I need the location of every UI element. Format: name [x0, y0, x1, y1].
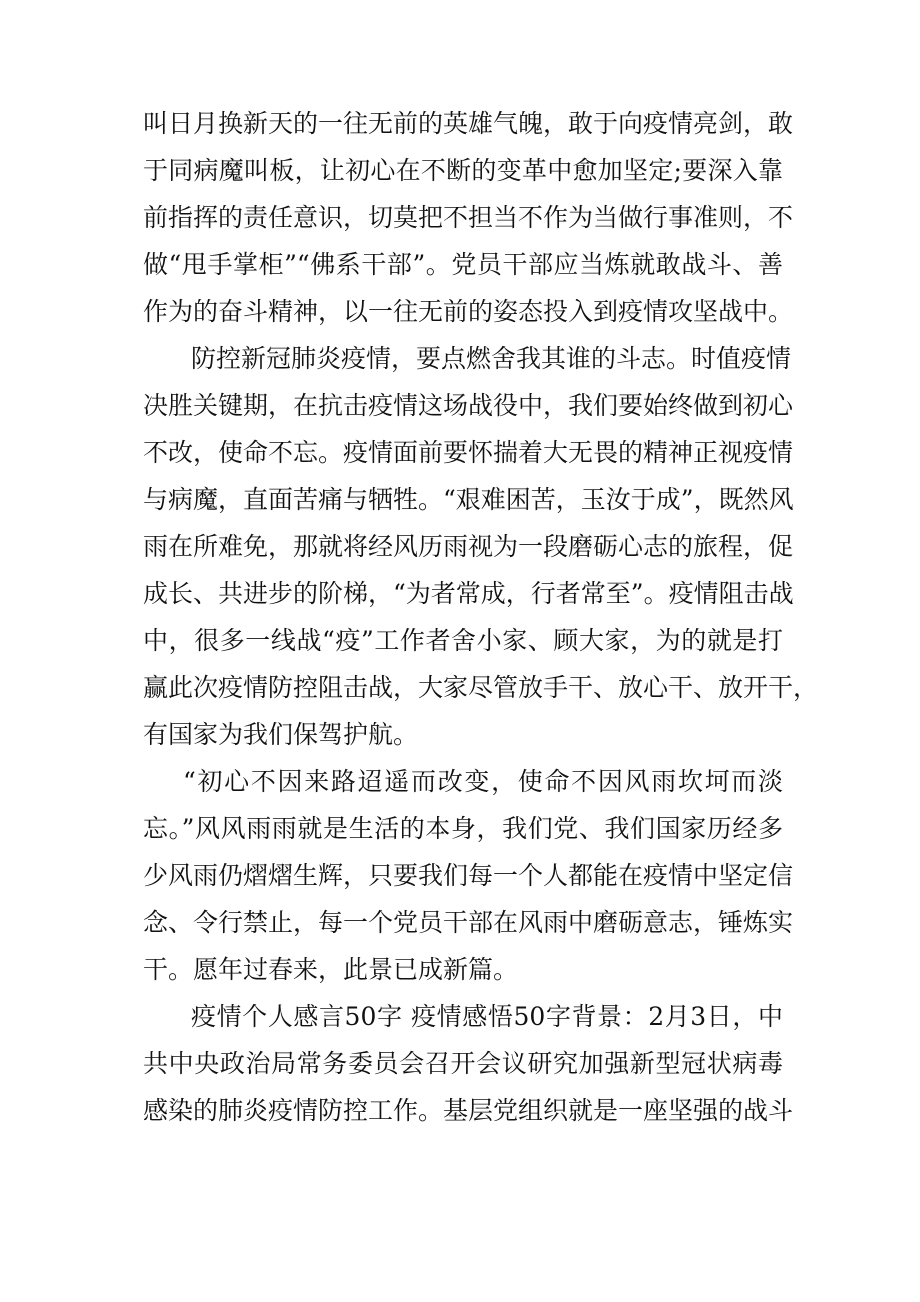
text-line: 决胜关键期，在抗击疫情这场战役中，我们要始终做到初心: [143, 391, 794, 420]
text-line: 赢此次疫情防控阻击战，大家尽管放手干、放心干、放开干，: [143, 673, 819, 702]
text-line: 共中央政治局常务委员会召开会议研究加强新型冠状病毒: [143, 1049, 783, 1078]
text-line: 不改，使命不忘。疫情面前要怀揣着大无畏的精神正视疫情: [143, 438, 794, 467]
text-line: 雨在所难免，那就将经风历雨视为一段磨砺心志的旅程，促: [143, 532, 794, 561]
text-line: 感染的肺炎疫情防控工作。基层党组织就是一座坚强的战斗: [143, 1096, 794, 1125]
paragraph-first-line: 防控新冠肺炎疫情，要点燃舍我其谁的斗志。时值疫情: [191, 344, 792, 373]
document-body: [143, 100, 819, 1134]
text-line: 成长、共进步的阶梯，“为者常成，行者常至”。疫情阻击战: [143, 579, 794, 608]
text-line: 与病魔，直面苦痛与牺牲。“艰难困苦，玉汝于成”，既然风: [143, 485, 794, 514]
text-line: 中，很多一线战“疫”工作者舍小家、顾大家，为的就是打: [143, 626, 783, 655]
text-line: 前指挥的责任意识，切莫把不担当不作为当做行事准则，不: [143, 203, 794, 232]
text-line: 作为的奋斗精神，以一往无前的姿态投入到疫情攻坚战中。: [143, 297, 794, 326]
paragraph-last-line: 有国家为我们保驾护航。: [143, 720, 419, 749]
text-line: 忘。”风风雨雨就是生活的本身，我们党、我们国家历经多: [143, 814, 783, 843]
text-line: 少风雨仍熠熠生辉，只要我们每一个人都能在疫情中坚定信: [143, 861, 794, 890]
text-line: 做“甩手掌柜”“佛系干部”。党员干部应当炼就敢战斗、善: [143, 250, 783, 279]
paragraph-last-line: 干。愿年过春来，此景已成新篇。: [143, 955, 519, 984]
text-line: 叫日月换新天的一往无前的英雄气魄，敢于向疫情亮剑，敢: [143, 109, 794, 138]
paragraph-first-line: “初心不因来路迢遥而改变，使命不因风雨坎坷而淡: [183, 767, 783, 796]
text-line: 于同病魔叫板，让初心在不断的变革中愈加坚定;要深入靠: [143, 156, 783, 185]
paragraph-first-line: 疫情个人感言50字 疫情感悟50字背景：2月3日，中: [191, 1002, 783, 1031]
text-line: 念、令行禁止，每一个党员干部在风雨中磨砺意志，锤炼实: [143, 908, 794, 937]
